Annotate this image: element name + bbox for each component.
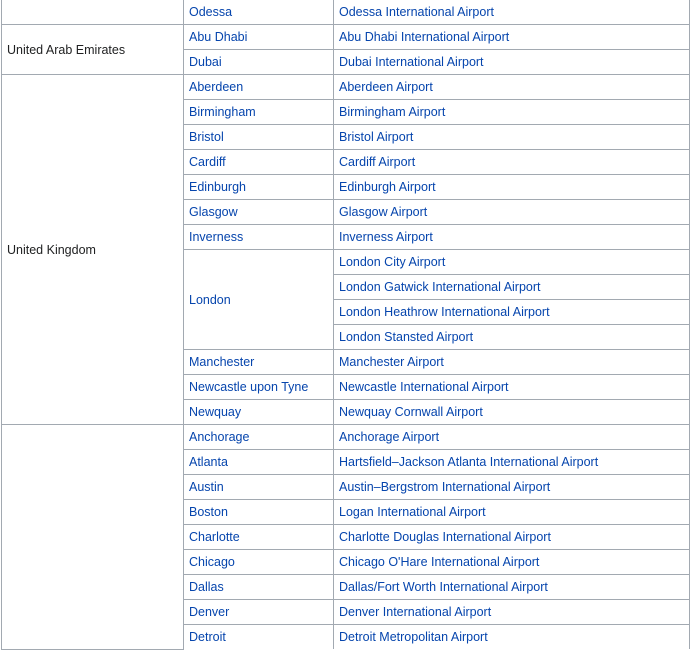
airport-link[interactable]: Anchorage Airport	[339, 430, 440, 444]
country-cell	[2, 425, 184, 650]
city-link[interactable]: Detroit	[189, 630, 226, 644]
city-cell	[184, 225, 334, 250]
city-cell	[184, 75, 334, 100]
city-cell	[184, 0, 334, 25]
airport-cell	[334, 300, 690, 325]
airport-cell	[334, 625, 690, 650]
city-cell	[184, 575, 334, 600]
table-row	[2, 75, 690, 100]
city-cell	[184, 550, 334, 575]
city-cell	[184, 100, 334, 125]
airport-link[interactable]: Birmingham Airport	[339, 105, 446, 119]
airport-link[interactable]: Cardiff Airport	[339, 155, 416, 169]
airport-cell	[334, 175, 690, 200]
city-cell	[184, 200, 334, 225]
city-link[interactable]: Manchester	[189, 355, 255, 369]
city-cell	[184, 400, 334, 425]
airport-cell	[334, 125, 690, 150]
airport-link[interactable]: Manchester Airport	[339, 355, 444, 369]
city-link[interactable]: Newcastle upon Tyne	[189, 380, 309, 394]
airport-link[interactable]: Denver International Airport	[339, 605, 492, 619]
airport-cell	[334, 0, 690, 25]
airport-link[interactable]: Edinburgh Airport	[339, 180, 436, 194]
city-cell	[184, 350, 334, 375]
city-link[interactable]: Chicago	[189, 555, 235, 569]
country-cell: United Kingdom	[2, 75, 184, 425]
airport-cell	[334, 400, 690, 425]
city-link[interactable]: Birmingham	[189, 105, 256, 119]
city-link[interactable]: Dubai	[189, 55, 222, 69]
airport-link[interactable]: London City Airport	[339, 255, 446, 269]
airport-cell	[334, 500, 690, 525]
airport-cell	[334, 225, 690, 250]
airport-link[interactable]: Aberdeen Airport	[339, 80, 433, 94]
airport-cell	[334, 50, 690, 75]
city-link[interactable]: Anchorage	[189, 430, 250, 444]
city-link[interactable]: Atlanta	[189, 455, 228, 469]
table-row	[2, 0, 690, 25]
airport-cell	[334, 450, 690, 475]
city-link[interactable]: Boston	[189, 505, 228, 519]
airport-link[interactable]: Newquay Cornwall Airport	[339, 405, 483, 419]
city-link[interactable]: Newquay	[189, 405, 242, 419]
city-cell	[184, 525, 334, 550]
city-link[interactable]: Charlotte	[189, 530, 240, 544]
city-link[interactable]: Abu Dhabi	[189, 30, 248, 44]
airport-cell	[334, 575, 690, 600]
city-link[interactable]: Odessa	[189, 5, 233, 19]
city-link[interactable]: London	[189, 292, 231, 307]
city-cell	[184, 450, 334, 475]
airport-cell	[334, 150, 690, 175]
airport-cell	[334, 100, 690, 125]
airport-cell	[334, 425, 690, 450]
airport-link[interactable]: Chicago O'Hare International Airport	[339, 555, 540, 569]
airport-cell	[334, 275, 690, 300]
country-cell: United Arab Emirates	[2, 25, 184, 75]
airport-link[interactable]: Bristol Airport	[339, 130, 414, 144]
airport-link[interactable]: Abu Dhabi International Airport	[339, 30, 510, 44]
airport-cell	[334, 525, 690, 550]
city-link[interactable]: Glasgow	[189, 205, 238, 219]
airport-cell	[334, 325, 690, 350]
airport-link[interactable]: Inverness Airport	[339, 230, 433, 244]
city-link[interactable]: Inverness	[189, 230, 244, 244]
airport-cell	[334, 75, 690, 100]
airport-link[interactable]: Logan International Airport	[339, 505, 486, 519]
airport-cell	[334, 250, 690, 275]
city-cell	[184, 625, 334, 650]
city-cell	[184, 175, 334, 200]
city-link[interactable]: Austin	[189, 480, 224, 494]
city-cell	[184, 425, 334, 450]
city-link[interactable]: Edinburgh	[189, 180, 246, 194]
airport-link[interactable]: Hartsfield–Jackson Atlanta International Airport	[339, 455, 599, 469]
airport-cell	[334, 200, 690, 225]
airport-link[interactable]: Austin–Bergstrom International Airport	[339, 480, 551, 494]
city-cell	[184, 50, 334, 75]
airport-link[interactable]: Odessa International Airport	[339, 5, 494, 19]
airport-link[interactable]: London Gatwick International Airport	[339, 280, 541, 294]
city-cell	[184, 475, 334, 500]
airport-cell	[334, 600, 690, 625]
airport-link[interactable]: Dubai International Airport	[339, 55, 484, 69]
city-link[interactable]: Aberdeen	[189, 80, 244, 94]
airport-cell	[334, 475, 690, 500]
city-cell	[184, 25, 334, 50]
city-cell	[184, 600, 334, 625]
city-cell	[184, 125, 334, 150]
airport-link[interactable]: Newcastle International Airport	[339, 380, 509, 394]
city-link[interactable]: Bristol	[189, 130, 224, 144]
city-link[interactable]: Denver	[189, 605, 230, 619]
table-row	[2, 425, 690, 450]
airport-link[interactable]: London Stansted Airport	[339, 330, 474, 344]
city-link[interactable]: Cardiff	[189, 155, 226, 169]
airport-link[interactable]: Glasgow Airport	[339, 205, 428, 219]
city-cell	[184, 500, 334, 525]
city-cell	[184, 250, 334, 350]
city-link[interactable]: Dallas	[189, 580, 224, 594]
country-cell	[2, 0, 184, 25]
airport-link[interactable]: London Heathrow International Airport	[339, 305, 550, 319]
airport-cell	[334, 350, 690, 375]
destinations-table-body	[2, 0, 690, 649]
city-cell	[184, 375, 334, 400]
airport-cell	[334, 25, 690, 50]
airport-cell	[334, 550, 690, 575]
airport-link[interactable]: Dallas/Fort Worth International Airport	[339, 580, 548, 594]
airport-link[interactable]: Detroit Metropolitan Airport	[339, 630, 488, 644]
airport-cell	[334, 375, 690, 400]
destinations-table	[1, 0, 690, 650]
airport-link[interactable]: Charlotte Douglas International Airport	[339, 530, 551, 544]
city-cell	[184, 150, 334, 175]
table-row	[2, 25, 690, 50]
